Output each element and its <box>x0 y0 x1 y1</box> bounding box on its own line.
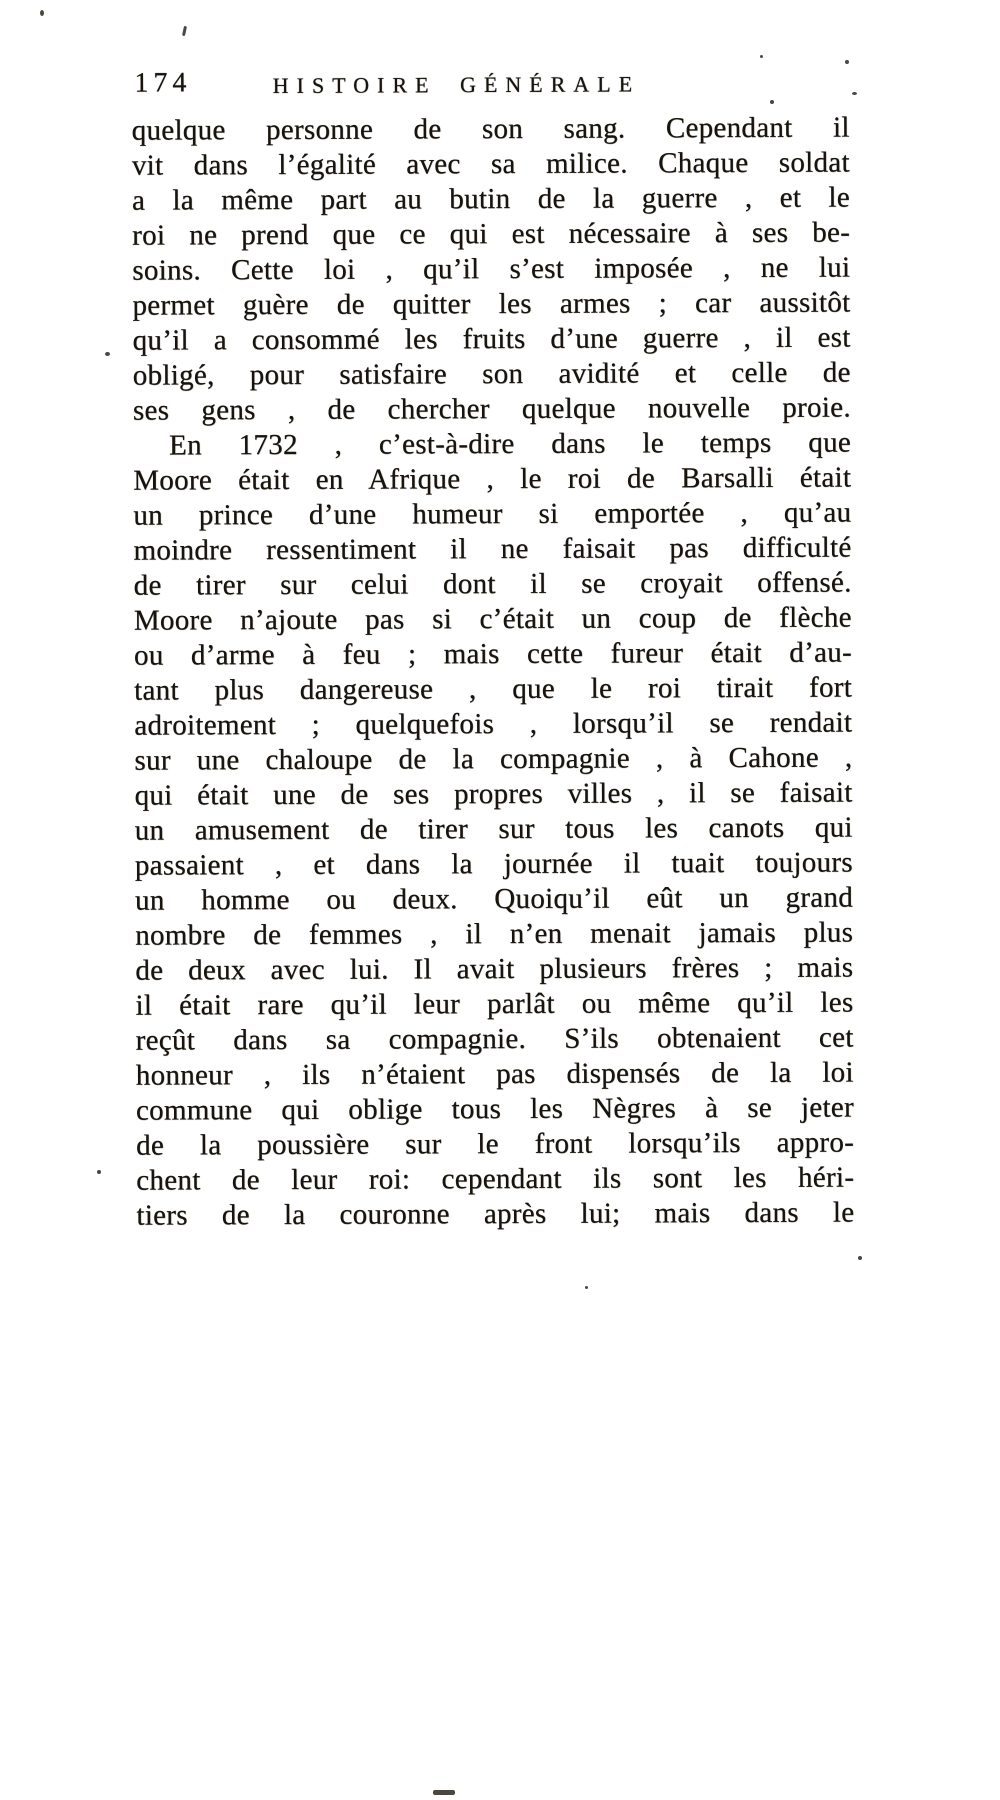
text-line: Moore était en Afrique , le roi de Barsalli était <box>133 461 852 497</box>
scan-speck <box>105 352 110 356</box>
text-line: un homme ou deux. Quoiqu’il eût un grand <box>134 881 854 917</box>
text-line: de tirer sur celui dont il se croyait offensé. <box>133 566 852 602</box>
text-line: ses gens , de chercher quelque nouvelle proie. <box>132 391 851 427</box>
scan-speck <box>845 60 849 64</box>
text-line: commune qui oblige tous les Nègres à se jeter <box>135 1091 854 1127</box>
text-line: tant plus dangereuse , que le roi tirait fort <box>134 671 853 707</box>
text-line: tiers de la couronne après lui; mais dans le <box>136 1196 855 1232</box>
scan-speck <box>433 1790 455 1795</box>
text-line: ou d’arme à feu ; mais cette fureur était d’au- <box>133 636 852 672</box>
scan-speck <box>585 1286 588 1289</box>
text-line: reçût dans sa compagnie. S’ils obtenaient cet <box>135 1021 854 1057</box>
page-number: 174 <box>134 67 192 99</box>
text-line: En 1732 , c’est-à-dire dans le temps que <box>168 426 852 462</box>
text-line: honneur , ils n’étaient pas dispensés de la loi <box>135 1056 854 1092</box>
text-line: il était rare qu’il leur parlât ou même qu’il les <box>135 986 854 1022</box>
text-line: sur une chaloupe de la compagnie , à Cahone , <box>134 741 853 777</box>
text-line: obligé, pour satisfaire son avidité et celle de <box>132 356 851 392</box>
text-line: soins. Cette loi , qu’il s’est imposée , ne lui <box>132 251 851 287</box>
scan-speck <box>858 1256 862 1260</box>
text-line: chent de leur roi: cependant ils sont les héri- <box>136 1161 855 1197</box>
text-block <box>132 110 855 1233</box>
text-line: qu’il a consommé les fruits d’une guerre , il est <box>132 321 851 357</box>
scan-speck <box>97 1170 101 1174</box>
text-line: quelque personne de son sang. Cependant il <box>131 111 850 147</box>
text-line: moindre ressentiment il ne faisait pas difficulté <box>133 531 852 567</box>
scan-speck <box>852 92 857 95</box>
text-line: de deux avec lui. Il avait plusieurs frères ; mais <box>135 951 854 987</box>
scan-speck <box>760 55 763 58</box>
text-line: roi ne prend que ce qui est nécessaire à ses be- <box>132 216 851 252</box>
running-title: HISTOIRE GÉNÉRALE <box>272 71 641 98</box>
text-line: a la même part au butin de la guerre , et le <box>131 181 851 217</box>
text-line: de la poussière sur le front lorsqu’ils appro- <box>135 1126 855 1162</box>
text-line: permet guère de quitter les armes ; car aussitôt <box>132 286 851 322</box>
text-line: un prince d’une humeur si emportée , qu’au <box>133 496 852 532</box>
text-line: passaient , et dans la journée il tuait toujours <box>134 846 853 882</box>
scan-speck <box>770 100 774 104</box>
text-line: adroitement ; quelquefois , lorsqu’il se rendait <box>134 706 853 742</box>
text-line: un amusement de tirer sur tous les canots qui <box>134 811 853 847</box>
text-line: vit dans l’égalité avec sa milice. Chaque soldat <box>131 146 850 182</box>
scan-speck <box>40 10 44 16</box>
text-line: qui était une de ses propres villes , il se faisait <box>134 776 853 812</box>
text-line: Moore n’ajoute pas si c’était un coup de flèche <box>133 601 852 637</box>
text-line: nombre de femmes , il n’en menait jamais plus <box>135 916 854 952</box>
